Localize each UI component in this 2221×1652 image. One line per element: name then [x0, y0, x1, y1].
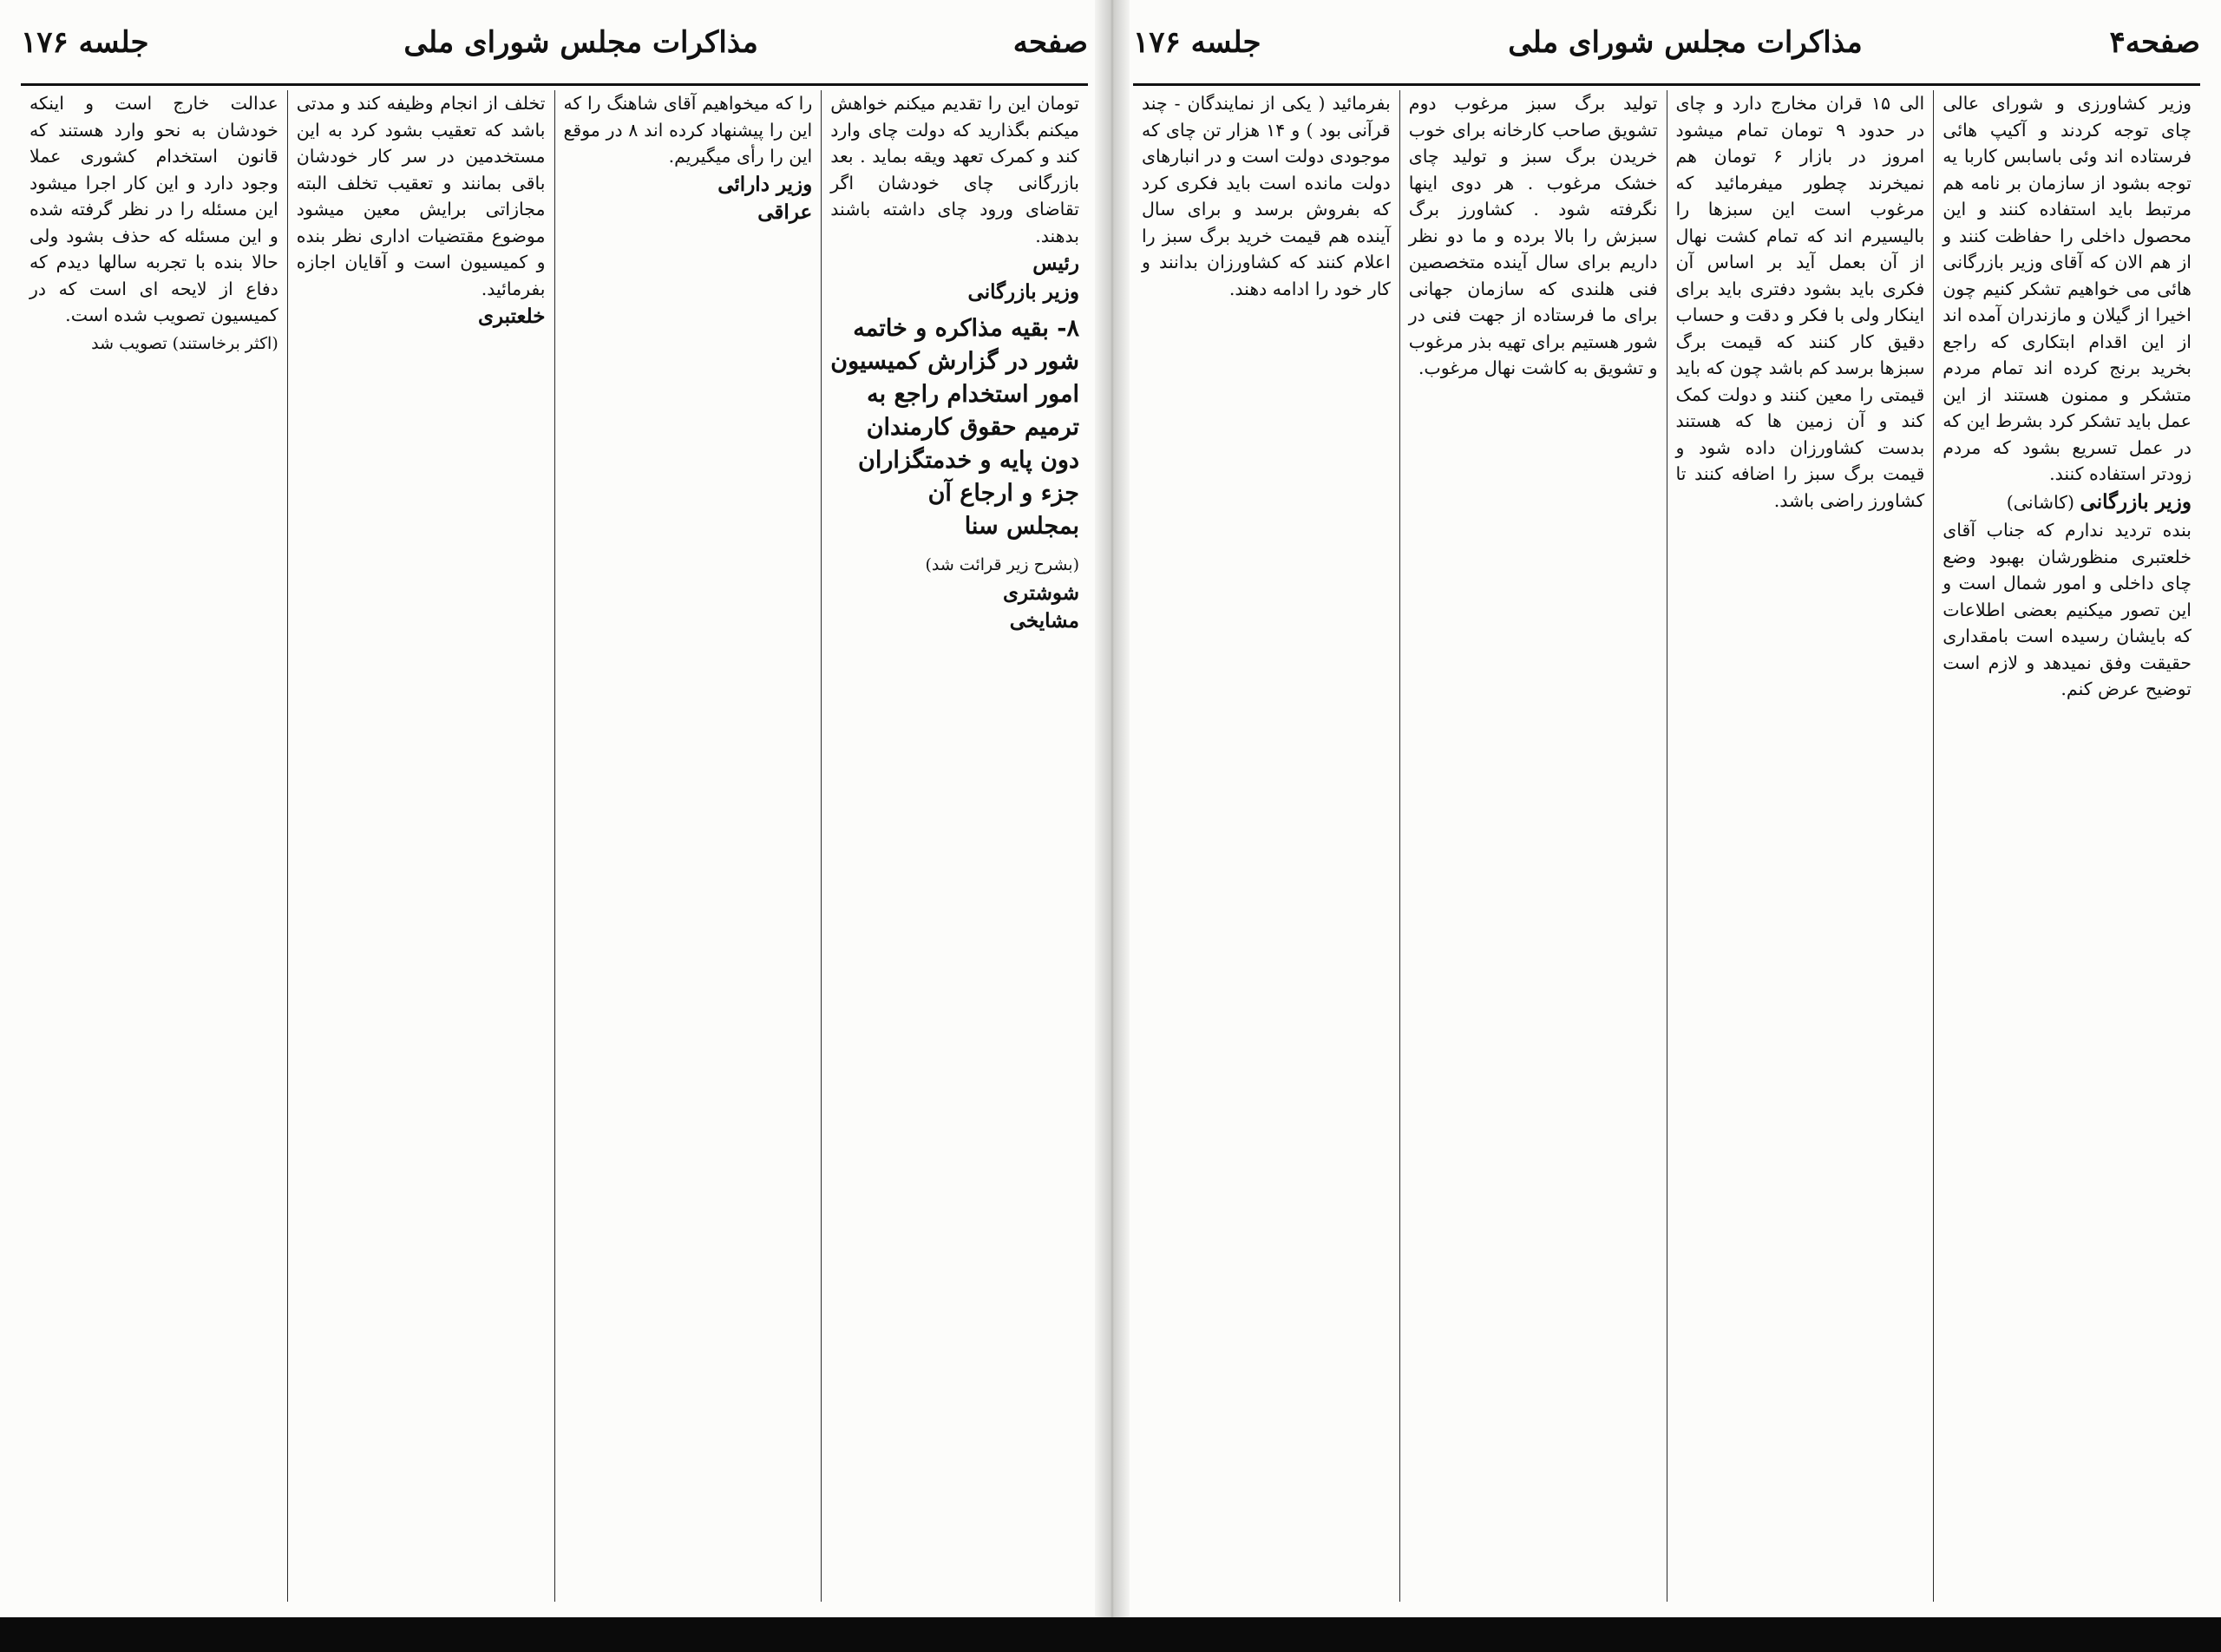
speaker-line [297, 304, 546, 331]
section-heading-line: بمجلس سنا [964, 513, 1079, 540]
paragraph: بفرمائید ( یکی از نمایندگان - چند قرآنی بود ) و ۱۴ هزار تن چای که موجودی دولت است و در انبارهای دولت مانده است باید فکری کرد که بفروش برسد و برای سال آینده هم قیمت خرید برگ سبز را اعلام کنند که کشاورزان بدانند و کار خود را ادامه دهند. [1141, 93, 1391, 299]
section-heading-line: دون پایه و خدمتگزاران [857, 447, 1079, 474]
section-heading-line: امور استخدام راجع به [867, 381, 1079, 408]
speaker-line [564, 172, 813, 199]
speaker-line [830, 279, 1079, 306]
speaker-name: مشایخی [1009, 609, 1079, 633]
speaker-name: وزیر بازرگانی [967, 279, 1079, 304]
left-column-2 [555, 90, 822, 1602]
speaker-note: (کاشانی) [2006, 491, 2074, 513]
paragraph: وزیر کشاورزی و شورای عالی چای توجه کردند و آکیپ هائی فرستاده اند وئی باسابس کاربا یه توجه بشود از سازمان بر نامه هم مرتبط باید استفاده کنند و این محصول داخلی را حفاظت کنند و از هم الان که آقای وزیر بازرگانی هائی می خواهیم تشکر کنیم چون اخیرا از گیلان و مازندران آمده اند از این اقدام ابتکاری که راجع بخرید برنج کرده اند تمام مردم متشکر و ممنون هستند از این عمل باید تشکر کرد بشرط این که در عمل تسریع بشود که مردم زودتر استفاده کنند. [1943, 93, 2192, 484]
left-page-label: صفحه [1012, 25, 1088, 60]
paragraph: الی ۱۵ قران مخارج دارد و چای در حدود ۹ تومان تمام میشود امروز در بازار ۶ تومان هم نمیخرند چطور میفرمائید که مرغوب است این سبزها را بالیسیرم اند که تمام کشت نهال از آن بعمل آید بر اساس آن فکری باید بشود دفتری باید برای اینکار ولی با فکر و دقت و حساب دقیق کار کنند که قیمت برگ سبزها برسد کم باشد چون که باید قیمتی را معین کنند و دولت کمک کند و آن زمین ها که هستند بدست کشاورزان داده شود و قیمت برگ سبز را اضافه کنند تا کشاورز راضی باشد. [1675, 93, 1925, 511]
right-column-2 [1667, 90, 1935, 1602]
paragraph: بنده تردید ندارم که جناب آقای خلعتبری منظورشان بهبود وضع چای داخلی و امور شمال است و این تصور میکنیم بعضی اطلاعات که بایشان رسیده است بامقداری حقیقت وفق نمیدهد و لازم است توضیح عرض کنم. [1943, 520, 2192, 699]
paragraph: را که میخواهیم آقای شاهنگ را که این را پیشنهاد کرده اند ۸ در موقع این را رأی میگیریم. [563, 93, 813, 167]
speaker-name: رئیس [1032, 252, 1079, 275]
paragraph: تومان این را تقدیم میکنم خواهش میکنم بگذارید که دولت چای وارد کند و کمرک تعهد ویقه بماید . بعد بازرگانی چای خودشان اگر تقاضای ورود چای داشته باشند بدهند. [830, 93, 1079, 246]
right-page-columns [1133, 90, 2200, 1602]
right-page-header [1133, 3, 2200, 82]
paragraph: عدالت خارج است و اینکه خودشان به نحو وارد هستند که قانون استخدام کشوری عملا وجود دارد و این کار اجرا میشود این مسئله را در نظر گرفته شده و این مسئله که حذف بشود ولی حالا بنده با تجربه سالها دیدم که دفاع از لایحه ای است که در کمیسیون تصویب شده است. [29, 93, 278, 325]
left-page-header-rule [21, 83, 1088, 86]
approved-note: (اکثر برخاستند) تصویب شد [91, 333, 278, 353]
speaker-line [564, 200, 813, 226]
speaker-line [830, 251, 1079, 278]
left-page-running-title: مذاکرات مجلس شورای ملی [403, 25, 758, 60]
speaker-line [830, 580, 1079, 607]
right-page-header-rule [1133, 83, 2200, 86]
speaker-line [830, 608, 1079, 635]
book-gutter [1095, 0, 1130, 1652]
speaker-name: عراقی [757, 200, 813, 224]
section-heading-line: ۸- بقیه مذاکره و خاتمه [853, 315, 1079, 342]
left-column-4 [21, 90, 288, 1602]
section-heading-line: شور در گزارش کمیسیون [830, 348, 1079, 375]
left-page-columns [21, 90, 1088, 1602]
left-page [0, 0, 1109, 1652]
left-column-3 [288, 90, 555, 1602]
speaker-name: شوشتری [1002, 580, 1079, 605]
right-page-session-number: جلسه ۱۷۶ [1133, 25, 1261, 60]
right-page-running-title: مذاکرات مجلس شورای ملی [1508, 25, 1863, 60]
right-column-4 [1133, 90, 1400, 1602]
paragraph: تخلف از انجام وظیفه کند و مدتی باشد که تعقیب بشود کرد به این مستخدمین در سر کار خودشان باقی بمانند و تعقیب تخلف البته مجازاتی برایش معین میشود موضوع مقتضیات اداری نظر بنده و کمیسیون است و آقایان اجازه بفرمائید. [296, 93, 546, 299]
paragraph: تولید برگ سبز مرغوب دوم تشویق صاحب کارخانه برای خوب خریدن برگ سبز و تولید چای خشک مرغوب . هر دوی اینها نگرفته شود . کشاورز برگ سبزش را بالا برده و ما دو نظر داریم برای سال آینده متخصصین فنی هلندی که سازمان جهانی برای ما فرستاده از جهت فنی در شور هستیم برای تهیه بذر مرغوب و تشویق به کاشت نهال مرغوب. [1408, 93, 1658, 378]
section-heading-line: جزء و ارجاع آن [927, 480, 1079, 507]
speaker-name: وزیر دارائی [717, 172, 813, 196]
scan-bottom-edge [0, 1617, 2221, 1652]
right-column-1 [1934, 90, 2200, 1602]
speaker-name: وزیر بازرگانی [2080, 489, 2192, 514]
right-column-3 [1400, 90, 1667, 1602]
speaker-name: خلعتبری [477, 305, 546, 328]
right-page [1112, 0, 2221, 1652]
section-heading [830, 312, 1079, 543]
speaker-line [1943, 489, 2192, 516]
left-column-1 [822, 90, 1088, 1602]
read-out-note: (بشرح زیر قرائت شد) [925, 555, 1079, 574]
right-page-label: صفحه۴ [2109, 25, 2200, 60]
left-page-header [21, 3, 1088, 82]
section-heading-line: ترمیم حقوق کارمندان [866, 414, 1079, 441]
left-page-session-number: جلسه ۱۷۶ [21, 25, 149, 60]
